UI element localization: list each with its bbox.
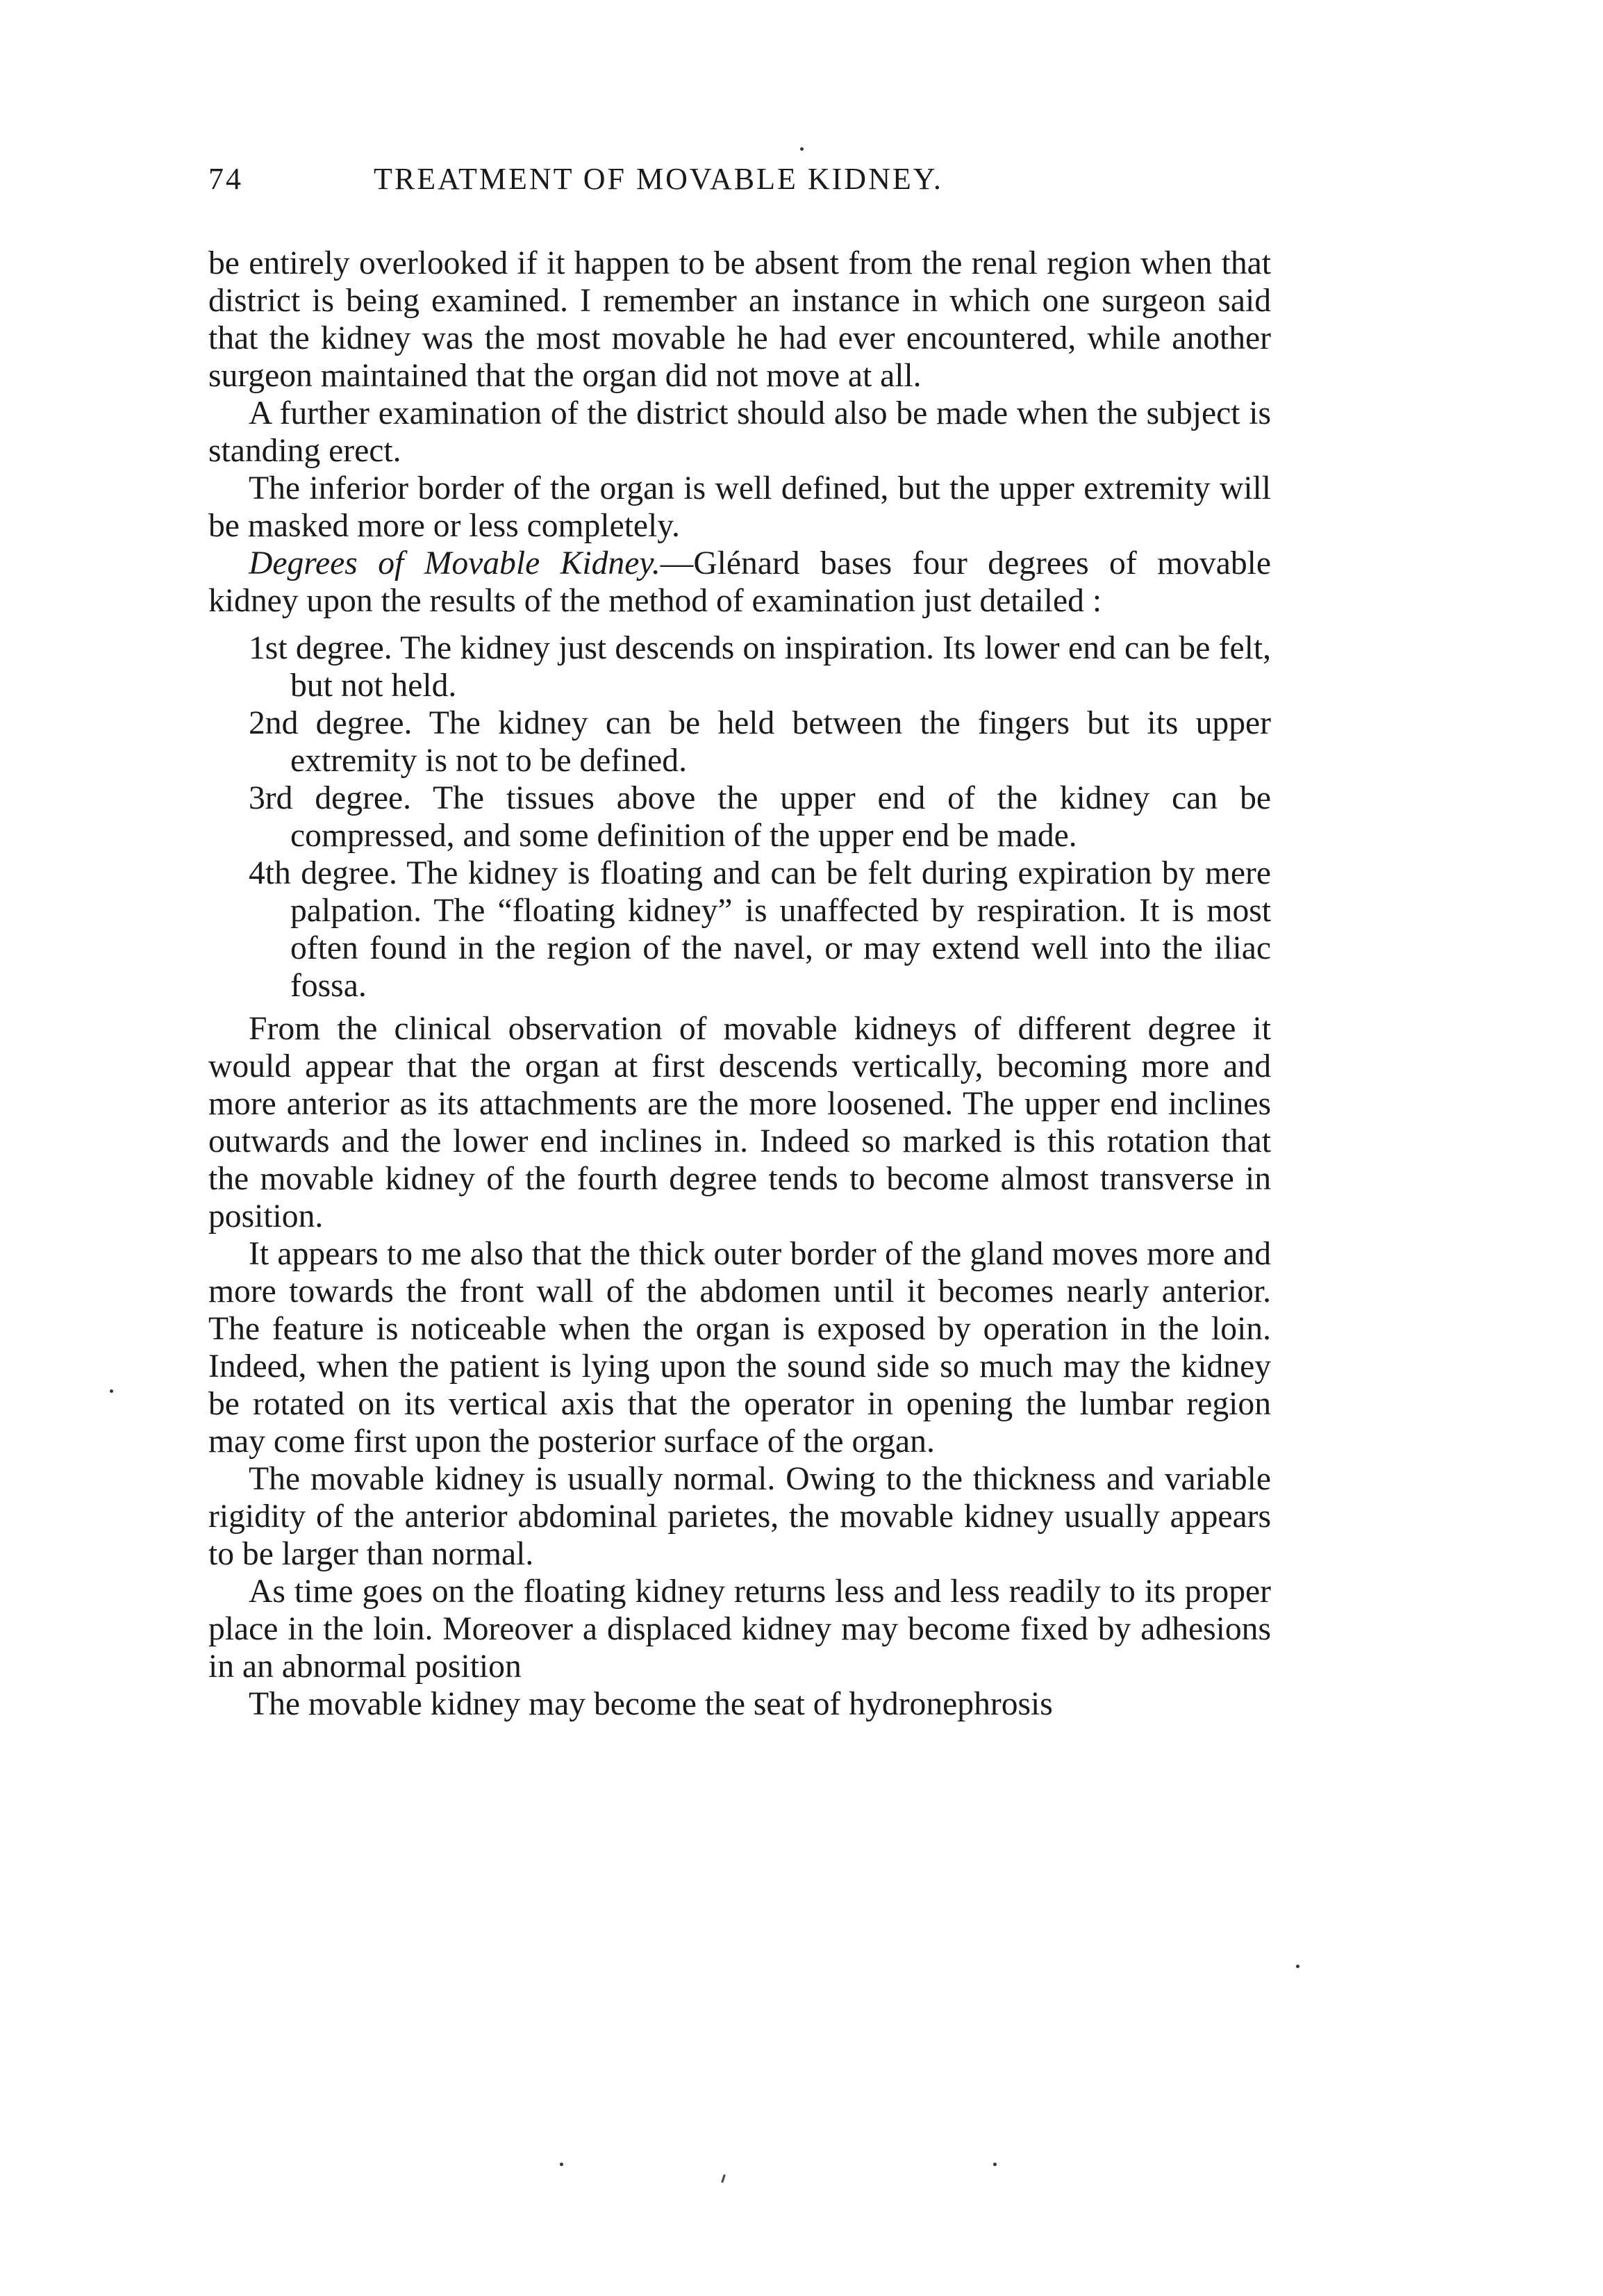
page-header	[208, 161, 1271, 210]
paragraph-6: It appears to me also that the thick outer border of the gland moves more and more towards the front wall of the abdomen until it becomes nearly anterior. The feature is noticeable when the organ is exposed by operation in the loin. Indeed, when the patient is lying upon the sound side so much may the kidney be rotated on its vertical axis that the operator in opening the lumbar region may come first upon the posterior surface of the organ.	[208, 1236, 1271, 1460]
page-number: 74	[208, 162, 243, 196]
paragraph-9: The movable kidney may become the seat of hydronephrosis	[249, 1686, 1053, 1722]
scan-mark	[721, 2174, 726, 2183]
degree-item: 4th degree. The kidney is floating and can be felt during expiration by mere palpation. The “floating kidney” is unaffected by respiration. It is most often found in the region of the navel, or may extend well into the iliac fossa.	[249, 855, 1271, 1004]
degree-item: 3rd degree. The tissues above the upper end of the kidney can be compressed, and some definition of the upper end be made.	[249, 780, 1271, 854]
running-head: TREATMENT OF MOVABLE KIDNEY.	[374, 162, 943, 196]
section-intro-text: —Glénard bases four degrees of movable kidney upon the results of the method of examination just detailed :	[208, 545, 1271, 619]
degrees-list	[249, 629, 1271, 1005]
paragraph-1: be entirely overlooked if it happen to be absent from the renal region when that district is being examined. I remember an instance in which one surgeon said that the kidney was the most movable he had ever encountered, while another surgeon maintained that the organ did not move at all.	[208, 245, 1271, 394]
paragraph-2: A further examination of the district should also be made when the subject is standing erect.	[208, 395, 1271, 469]
scan-speck	[110, 1389, 113, 1393]
degree-item: 1st degree. The kidney just descends on inspiration. Its lower end can be felt, but not held.	[249, 630, 1271, 704]
section-label: Degrees of Movable Kidney.	[249, 545, 661, 581]
scan-speck	[560, 2163, 563, 2166]
scan-speck	[800, 147, 804, 151]
degree-item: 2nd degree. The kidney can be held between the fingers but its upper extremity is not to be defined.	[249, 705, 1271, 779]
paragraph-7: The movable kidney is usually normal. Owing to the thickness and variable rigidity of the anterior abdominal parietes, the movable kidney usually appears to be larger than normal.	[208, 1461, 1271, 1572]
paragraph-3: The inferior border of the organ is well defined, but the upper extremity will be masked more or less completely.	[208, 470, 1271, 544]
scan-speck	[993, 2163, 997, 2166]
paragraph-5: From the clinical observation of movable kidneys of different degree it would appear that the organ at first descends vertically, becoming more and more anterior as its attachments are the more loosened. The upper end inclines outwards and the lower end inclines in. Indeed so marked is this rotation that the movable kidney of the fourth degree tends to become almost transverse in position.	[208, 1011, 1271, 1234]
paragraph-degrees-intro	[208, 545, 1271, 620]
scan-speck	[1296, 1965, 1299, 1968]
paragraph-8: As time goes on the floating kidney returns less and less readily to its proper place in the loin. Moreover a displaced kidney may become fixed by adhesions in an abnormal position	[208, 1574, 1271, 1685]
body-text	[208, 245, 1271, 1723]
